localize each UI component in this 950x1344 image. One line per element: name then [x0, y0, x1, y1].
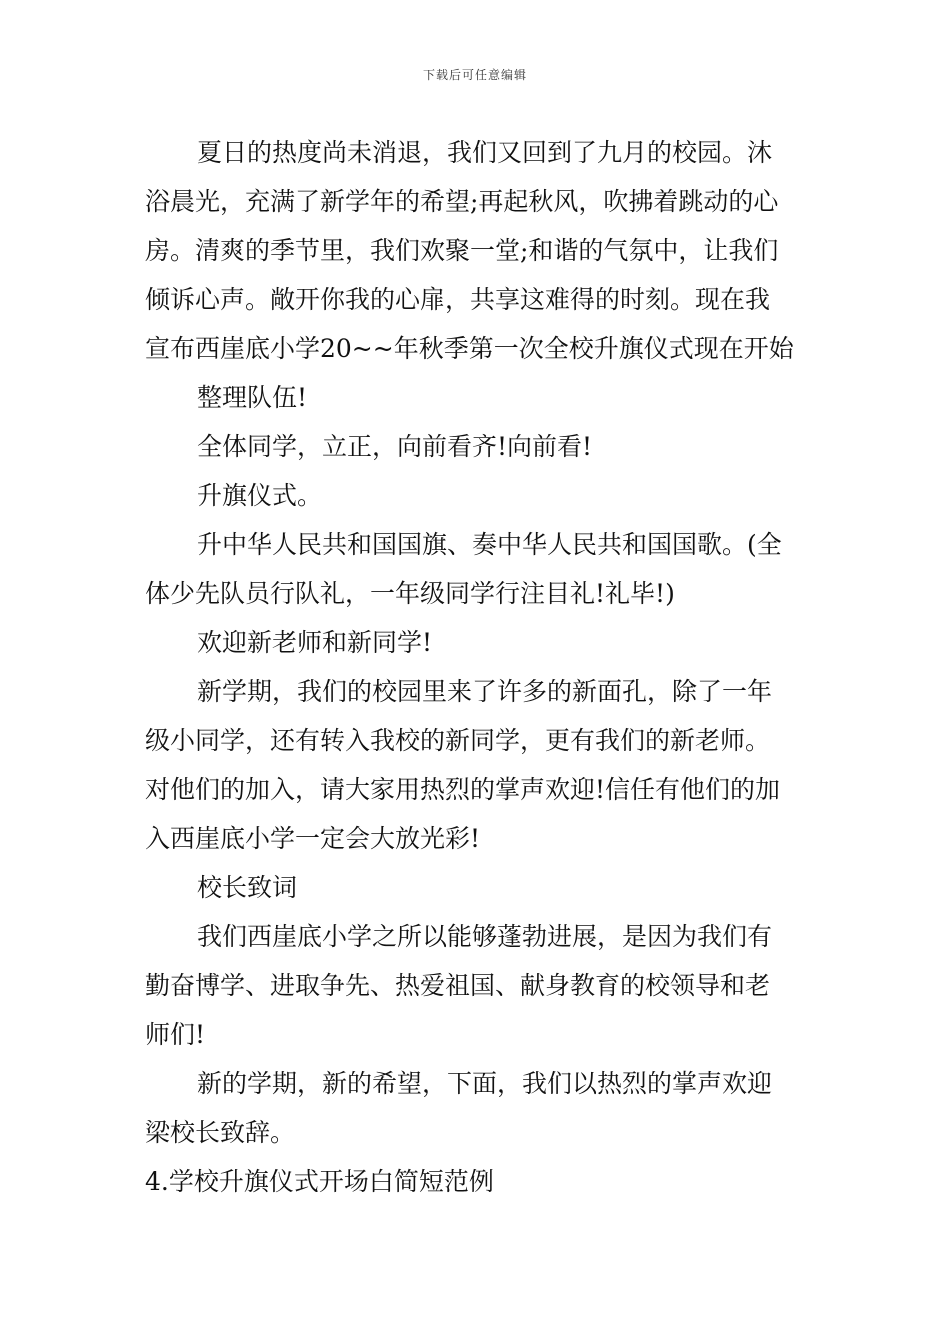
- text-line: 倾诉心声。敞开你我的心扉，共享这难得的时刻。现在我: [145, 285, 771, 314]
- document-body: [145, 128, 810, 1206]
- page-header-note: 下载后可任意编辑: [422, 68, 527, 82]
- text-line: 新学期，我们的校园里来了许多的新面孔，除了一年: [197, 677, 773, 706]
- paragraph: [145, 471, 810, 520]
- text-line: 级小同学，还有转入我校的新同学，更有我们的新老师。: [145, 726, 771, 755]
- text-line: 夏日的热度尚未消退，我们又回到了九月的校园。沐: [197, 138, 773, 167]
- text-line: 全体同学，立正，向前看齐!向前看!: [197, 432, 593, 461]
- text-line: 入西崖底小学一定会大放光彩!: [145, 824, 481, 853]
- paragraph: [145, 1059, 810, 1157]
- text-line: 新的学期，新的希望，下面，我们以热烈的掌声欢迎: [197, 1069, 773, 1098]
- paragraph: [145, 912, 810, 1059]
- text-line: 校长致词: [197, 873, 298, 902]
- paragraph: [145, 618, 810, 667]
- text-line: 师们!: [145, 1020, 206, 1049]
- section-heading: 4.学校升旗仪式开场白简短范例: [145, 1167, 494, 1196]
- text-line: 梁校长致辞。: [145, 1118, 296, 1147]
- text-line: 勤奋博学、进取争先、热爱祖国、献身教育的校领导和老: [145, 971, 771, 1000]
- paragraph: [145, 667, 810, 863]
- paragraph: [145, 520, 810, 618]
- text-line: 对他们的加入，请大家用热烈的掌声欢迎!信任有他们的加: [145, 775, 781, 804]
- text-line: 升旗仪式。: [197, 481, 323, 510]
- paragraph: [145, 422, 810, 471]
- text-line: 整理队伍!: [197, 383, 308, 412]
- text-line: 房。清爽的季节里，我们欢聚一堂;和谐的气氛中，让我们: [145, 236, 779, 265]
- text-line: 体少先队员行队礼，一年级同学行注目礼!礼毕!): [145, 579, 675, 608]
- text-line: 欢迎新老师和新同学!: [197, 628, 433, 657]
- text-line: 升中华人民共和国国旗、奏中华人民共和国国歌。(全: [197, 530, 782, 559]
- text-line: 宣布西崖底小学20~~年秋季第一次全校升旗仪式现在开始: [145, 334, 794, 363]
- paragraph: [145, 373, 810, 422]
- paragraph: [145, 863, 810, 912]
- text-line: 浴晨光，充满了新学年的希望;再起秋风，吹拂着跳动的心: [145, 187, 779, 216]
- text-line: 我们西崖底小学之所以能够蓬勃进展，是因为我们有: [197, 922, 773, 951]
- paragraph: [145, 128, 810, 373]
